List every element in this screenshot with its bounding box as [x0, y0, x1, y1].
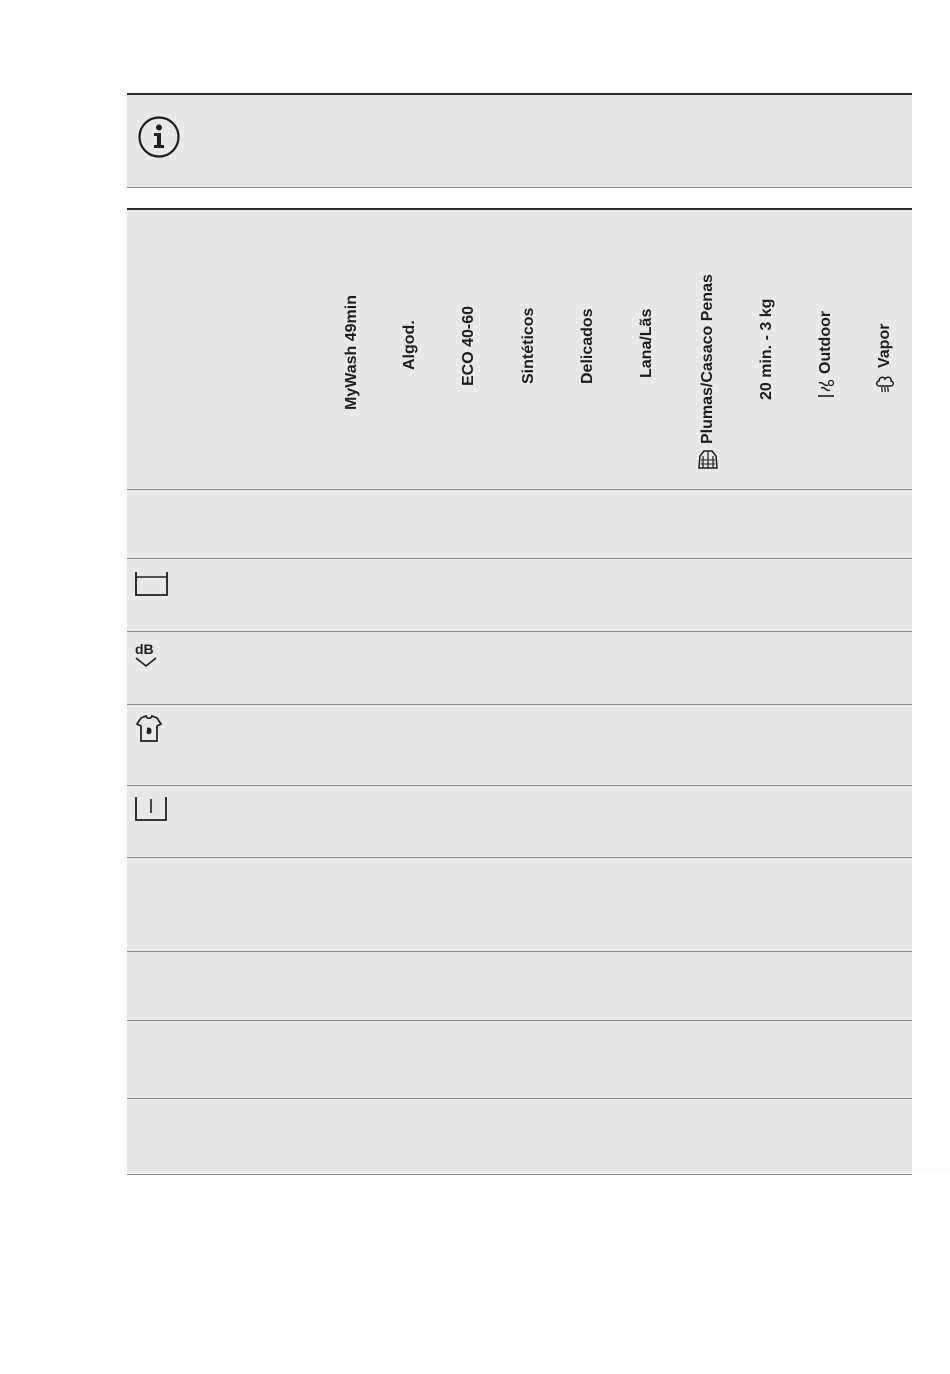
- col-label: Delicados: [579, 308, 596, 384]
- col-algod: [390, 210, 430, 488]
- stain-shirt-icon: [133, 713, 169, 747]
- col-lana: [627, 210, 667, 488]
- info-icon: [137, 115, 181, 159]
- col-label: Plumas/Casaco Penas: [699, 274, 716, 444]
- col-eco: [449, 210, 489, 488]
- table-header-row: [127, 210, 912, 490]
- table-row: [127, 490, 912, 559]
- col-label: ECO 40-60: [460, 305, 477, 386]
- col-label: Vapor: [876, 323, 893, 368]
- col-label: Outdoor: [817, 310, 834, 374]
- col-label-with-icon: [697, 274, 719, 470]
- col-delicados: [568, 210, 608, 488]
- col-sinteticos: [509, 210, 549, 488]
- down-jacket-icon: [697, 448, 719, 470]
- outdoor-icon: [815, 378, 837, 400]
- table-row: [127, 1099, 912, 1175]
- col-mywash: [332, 210, 372, 488]
- col-vapor: [864, 210, 904, 488]
- table-row: [127, 559, 912, 632]
- rinse-tub-icon: [133, 794, 169, 828]
- quiet-db-icon: [133, 640, 169, 674]
- col-label: MyWash 49min: [343, 295, 360, 410]
- info-box: [127, 93, 912, 188]
- page-margin: [912, 1172, 950, 1374]
- steam-icon: [874, 372, 896, 394]
- col-label-with-icon: [815, 311, 837, 400]
- table-row: [127, 786, 912, 858]
- col-plumas: [687, 210, 727, 488]
- col-label: Sintéticos: [520, 307, 537, 384]
- col-20min: [747, 210, 787, 488]
- col-label: 20 min. - 3 kg: [758, 298, 775, 400]
- table-row: [127, 632, 912, 705]
- col-label: Algod.: [401, 320, 418, 370]
- table-row: [127, 705, 912, 786]
- col-label: Lana/Lãs: [638, 308, 655, 378]
- col-outdoor: [805, 210, 845, 488]
- svg-text:dB: dB: [135, 641, 154, 657]
- table-row: [127, 1021, 912, 1099]
- table-row: [127, 952, 912, 1021]
- table-row: [127, 858, 912, 952]
- prewash-tub-icon: [133, 567, 169, 601]
- program-options-table: [127, 208, 912, 1173]
- col-label-with-icon: [874, 324, 896, 394]
